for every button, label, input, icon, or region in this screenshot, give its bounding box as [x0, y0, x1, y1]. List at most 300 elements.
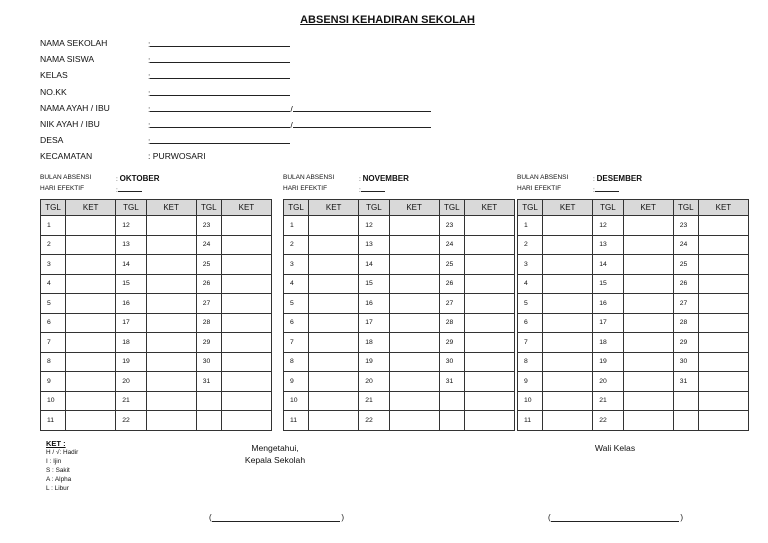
legend-item-libur: L : Libur: [46, 485, 69, 492]
attendance-cell[interactable]: [146, 294, 196, 314]
attendance-cell[interactable]: [623, 391, 673, 411]
field-value[interactable]: [148, 54, 290, 65]
legend-item-ijin: I : Ijin: [46, 458, 62, 465]
field-label: NIK AYAH / IBU: [40, 118, 100, 129]
effective-days-line[interactable]: [595, 185, 619, 192]
month-name: DESEMBER: [596, 174, 642, 183]
day-number: 18: [116, 333, 146, 353]
legend-title: KET :: [46, 439, 66, 448]
month-value: : OKTOBER: [116, 174, 160, 183]
legend-item-hadir: H / √: Hadir: [46, 449, 79, 456]
table-row: [518, 333, 749, 353]
day-number: 23: [439, 216, 464, 236]
attendance-cell[interactable]: [464, 352, 514, 372]
field-value[interactable]: [148, 87, 290, 98]
attendance-cell[interactable]: [66, 313, 116, 333]
attendance-cell[interactable]: [146, 391, 196, 411]
day-number: 14: [593, 255, 623, 275]
attendance-table: [517, 199, 749, 431]
effective-days-label: HARI EFEKTIF: [517, 185, 562, 192]
table-row: [284, 255, 515, 275]
attendance-cell[interactable]: [464, 235, 514, 255]
attendance-cell[interactable]: [146, 235, 196, 255]
day-number: 19: [116, 352, 146, 372]
legend: [46, 439, 78, 493]
day-number: 10: [284, 391, 309, 411]
attendance-cell[interactable]: [221, 411, 271, 431]
attendance-cell[interactable]: [309, 313, 359, 333]
homeroom-paren-open: (: [548, 513, 551, 522]
attendance-cell[interactable]: [146, 352, 196, 372]
day-number: 23: [196, 216, 221, 236]
table-row: [41, 274, 272, 294]
table-row: [41, 333, 272, 353]
day-number: 2: [41, 235, 66, 255]
header-ket: KET: [389, 200, 439, 216]
table-row: [41, 411, 272, 431]
day-number: 14: [116, 255, 146, 275]
day-number: 10: [41, 391, 66, 411]
attendance-cell[interactable]: [221, 313, 271, 333]
day-number: 11: [284, 411, 309, 431]
header-ket: KET: [623, 200, 673, 216]
field-label: NAMA SEKOLAH: [40, 38, 108, 48]
day-number: 4: [518, 274, 543, 294]
principal-signature-caption: [228, 442, 322, 466]
attendance-cell[interactable]: [698, 294, 748, 314]
day-number: 26: [673, 274, 698, 294]
attendance-cell[interactable]: [309, 352, 359, 372]
field-label: KELAS: [40, 70, 68, 81]
day-number: 24: [196, 235, 221, 255]
day-number: 27: [196, 294, 221, 314]
month-meta: [283, 174, 515, 199]
table-header-row: [518, 200, 749, 216]
attendance-cell[interactable]: [389, 391, 439, 411]
month-meta: [517, 174, 749, 199]
day-number: 15: [116, 274, 146, 294]
day-number: 7: [284, 333, 309, 353]
day-number: [196, 391, 221, 411]
day-number: 6: [518, 313, 543, 333]
field-colon: :: [148, 103, 151, 114]
attendance-cell[interactable]: [623, 274, 673, 294]
principal-paren-close: ): [341, 513, 344, 522]
attendance-cell[interactable]: [464, 255, 514, 275]
attendance-cell[interactable]: [389, 235, 439, 255]
table-row: [284, 294, 515, 314]
day-number: 12: [593, 216, 623, 236]
day-number: 30: [439, 352, 464, 372]
attendance-cell[interactable]: [221, 372, 271, 392]
day-number: 8: [518, 352, 543, 372]
attendance-cell[interactable]: [66, 391, 116, 411]
attendance-cell[interactable]: [698, 216, 748, 236]
homeroom-signature-line: [548, 513, 683, 522]
attendance-cell[interactable]: [464, 411, 514, 431]
attendance-table: [283, 199, 515, 431]
attendance-cell[interactable]: [464, 313, 514, 333]
principal-signature-line: [209, 513, 344, 522]
attendance-cell[interactable]: [389, 352, 439, 372]
attendance-cell[interactable]: [698, 235, 748, 255]
attendance-cell[interactable]: [623, 372, 673, 392]
attendance-cell[interactable]: [543, 313, 593, 333]
attendance-cell[interactable]: [698, 274, 748, 294]
attendance-cell[interactable]: [389, 294, 439, 314]
day-number: 17: [359, 313, 389, 333]
day-number: 16: [359, 294, 389, 314]
day-number: 31: [673, 372, 698, 392]
legend-item-alpha: A : Alpha: [46, 476, 72, 483]
header-tgl: TGL: [41, 200, 66, 216]
field-colon: :: [148, 119, 151, 130]
day-number: 5: [41, 294, 66, 314]
legend-item-sakit: S : Sakit: [46, 467, 70, 474]
table-row: [284, 411, 515, 431]
header-tgl: TGL: [518, 200, 543, 216]
attendance-cell[interactable]: [389, 313, 439, 333]
attendance-cell[interactable]: [698, 352, 748, 372]
field-value[interactable]: [148, 103, 431, 114]
attendance-cell[interactable]: [543, 333, 593, 353]
day-number: 12: [116, 216, 146, 236]
effective-days-line[interactable]: [118, 185, 142, 192]
day-number: 22: [116, 411, 146, 431]
day-number: 29: [673, 333, 698, 353]
month-block-november: [283, 174, 515, 431]
attendance-cell[interactable]: [389, 411, 439, 431]
attendance-cell[interactable]: [623, 216, 673, 236]
day-number: 8: [41, 352, 66, 372]
day-number: [196, 411, 221, 431]
day-number: 1: [518, 216, 543, 236]
day-number: 30: [196, 352, 221, 372]
day-number: 5: [518, 294, 543, 314]
attendance-cell[interactable]: [146, 333, 196, 353]
table-row: [284, 372, 515, 392]
day-number: 27: [439, 294, 464, 314]
header-tgl: TGL: [439, 200, 464, 216]
header-ket: KET: [543, 200, 593, 216]
month-value: : DESEMBER: [593, 174, 642, 183]
header-tgl: TGL: [673, 200, 698, 216]
attendance-cell[interactable]: [221, 333, 271, 353]
attendance-cell[interactable]: [543, 294, 593, 314]
field-input-line[interactable]: [150, 87, 290, 96]
attendance-cell[interactable]: [464, 216, 514, 236]
attendance-cell[interactable]: [698, 411, 748, 431]
attendance-cell[interactable]: [309, 333, 359, 353]
attendance-cell[interactable]: [389, 216, 439, 236]
effective-days-value[interactable]: [593, 185, 619, 194]
table-row: [518, 294, 749, 314]
field-value[interactable]: [148, 135, 290, 146]
day-number: 9: [518, 372, 543, 392]
attendance-cell[interactable]: [698, 372, 748, 392]
attendance-table: [40, 199, 272, 431]
field-value[interactable]: [148, 151, 206, 161]
header-tgl: TGL: [359, 200, 389, 216]
table-row: [41, 372, 272, 392]
attendance-cell[interactable]: [698, 255, 748, 275]
attendance-cell[interactable]: [543, 411, 593, 431]
day-number: [439, 411, 464, 431]
day-number: 29: [439, 333, 464, 353]
table-row: [518, 372, 749, 392]
attendance-cell[interactable]: [543, 372, 593, 392]
attendance-cell[interactable]: [698, 391, 748, 411]
day-number: 1: [41, 216, 66, 236]
field-label: DESA: [40, 135, 64, 146]
attendance-cell[interactable]: [146, 255, 196, 275]
day-number: 27: [673, 294, 698, 314]
day-number: 17: [593, 313, 623, 333]
colon: :: [593, 187, 595, 194]
day-number: 6: [41, 313, 66, 333]
attendance-cell[interactable]: [309, 216, 359, 236]
attendance-cell[interactable]: [309, 274, 359, 294]
attendance-cell[interactable]: [221, 294, 271, 314]
day-number: 19: [359, 352, 389, 372]
attendance-cell[interactable]: [543, 255, 593, 275]
attendance-cell[interactable]: [543, 235, 593, 255]
table-row: [284, 216, 515, 236]
day-number: 19: [593, 352, 623, 372]
field-input-line[interactable]: [148, 54, 290, 66]
attendance-cell[interactable]: [464, 274, 514, 294]
field-colon: :: [148, 39, 151, 49]
principal-acknowledge-text: Mengetahui,: [251, 443, 299, 453]
attendance-cell[interactable]: [309, 372, 359, 392]
attendance-cell[interactable]: [309, 294, 359, 314]
day-number: 3: [284, 255, 309, 275]
table-row: [518, 313, 749, 333]
attendance-cell[interactable]: [146, 372, 196, 392]
field-colon: :: [148, 87, 151, 98]
day-number: 21: [593, 391, 623, 411]
effective-days-value[interactable]: [359, 185, 385, 194]
table-row: [518, 391, 749, 411]
attendance-cell[interactable]: [623, 235, 673, 255]
field-input-line[interactable]: [150, 119, 293, 130]
day-number: 11: [518, 411, 543, 431]
day-number: 17: [116, 313, 146, 333]
attendance-cell[interactable]: [543, 216, 593, 236]
header-ket: KET: [66, 200, 116, 216]
day-number: 3: [518, 255, 543, 275]
attendance-cell[interactable]: [146, 411, 196, 431]
attendance-cell[interactable]: [698, 313, 748, 333]
day-number: 13: [593, 235, 623, 255]
day-number: 13: [359, 235, 389, 255]
day-number: 25: [196, 255, 221, 275]
day-number: 7: [518, 333, 543, 353]
field-colon: :: [148, 136, 151, 147]
day-number: 29: [196, 333, 221, 353]
day-number: 22: [359, 411, 389, 431]
attendance-cell[interactable]: [543, 274, 593, 294]
day-number: 21: [359, 391, 389, 411]
table-row: [284, 235, 515, 255]
attendance-cell[interactable]: [221, 216, 271, 236]
day-number: 8: [284, 352, 309, 372]
day-number: 28: [439, 313, 464, 333]
attendance-cell[interactable]: [66, 294, 116, 314]
effective-days-value[interactable]: [116, 185, 142, 194]
header-ket: KET: [221, 200, 271, 216]
attendance-cell[interactable]: [389, 333, 439, 353]
table-row: [518, 255, 749, 275]
month-meta: [40, 174, 272, 199]
day-number: 2: [518, 235, 543, 255]
day-number: 28: [673, 313, 698, 333]
attendance-cell[interactable]: [146, 216, 196, 236]
field-input-line[interactable]: [150, 38, 290, 47]
month-name: OKTOBER: [119, 174, 160, 183]
attendance-cell[interactable]: [66, 235, 116, 255]
field-input-line[interactable]: [148, 135, 290, 147]
header-tgl: TGL: [593, 200, 623, 216]
attendance-cell[interactable]: [309, 411, 359, 431]
colon: :: [116, 187, 118, 194]
attendance-cell[interactable]: [623, 255, 673, 275]
principal-paren-open: (: [209, 513, 212, 522]
table-row: [41, 255, 272, 275]
attendance-cell[interactable]: [66, 352, 116, 372]
table-row: [284, 352, 515, 372]
day-number: 9: [284, 372, 309, 392]
field-label: NAMA AYAH / IBU: [40, 102, 110, 113]
day-number: 23: [673, 216, 698, 236]
attendance-cell[interactable]: [221, 352, 271, 372]
attendance-cell[interactable]: [389, 274, 439, 294]
attendance-cell[interactable]: [66, 216, 116, 236]
header-ket: KET: [698, 200, 748, 216]
field-separator: /: [290, 119, 293, 130]
day-number: 31: [196, 372, 221, 392]
field-separator: /: [290, 103, 293, 114]
attendance-cell[interactable]: [221, 274, 271, 294]
effective-days-label: HARI EFEKTIF: [40, 185, 85, 192]
field-colon: :: [148, 55, 151, 66]
table-row: [518, 216, 749, 236]
attendance-cell[interactable]: [221, 255, 271, 275]
effective-days-label: HARI EFEKTIF: [283, 185, 328, 192]
attendance-cell[interactable]: [221, 391, 271, 411]
month-value: : NOVEMBER: [359, 174, 409, 183]
table-header-row: [41, 200, 272, 216]
field-input-line[interactable]: [150, 103, 293, 114]
field-input-line-second[interactable]: [293, 119, 431, 128]
month-block-desember: [517, 174, 749, 431]
attendance-cell[interactable]: [309, 255, 359, 275]
attendance-cell[interactable]: [464, 391, 514, 411]
attendance-cell[interactable]: [221, 235, 271, 255]
day-number: 9: [41, 372, 66, 392]
table-row: [518, 411, 749, 431]
day-number: 25: [673, 255, 698, 275]
day-number: 16: [593, 294, 623, 314]
field-label: NO.KK: [40, 86, 67, 97]
day-number: 13: [116, 235, 146, 255]
day-number: 20: [593, 372, 623, 392]
table-row: [41, 216, 272, 236]
attendance-cell[interactable]: [389, 372, 439, 392]
attendance-cell[interactable]: [623, 411, 673, 431]
table-row: [284, 274, 515, 294]
day-number: 3: [41, 255, 66, 275]
attendance-cell[interactable]: [623, 313, 673, 333]
attendance-cell[interactable]: [389, 255, 439, 275]
day-number: 18: [593, 333, 623, 353]
attendance-cell[interactable]: [66, 274, 116, 294]
table-row: [518, 274, 749, 294]
header-ket: KET: [464, 200, 514, 216]
attendance-cell[interactable]: [464, 294, 514, 314]
day-number: 10: [518, 391, 543, 411]
field-input-line[interactable]: [148, 70, 290, 82]
attendance-cell[interactable]: [623, 294, 673, 314]
attendance-cell[interactable]: [309, 391, 359, 411]
day-number: 4: [284, 274, 309, 294]
day-number: 14: [359, 255, 389, 275]
field-colon: :: [148, 71, 151, 82]
header-tgl: TGL: [116, 200, 146, 216]
day-number: 26: [439, 274, 464, 294]
field-value[interactable]: [148, 119, 431, 130]
day-number: 31: [439, 372, 464, 392]
attendance-cell[interactable]: [66, 333, 116, 353]
attendance-cell[interactable]: [309, 235, 359, 255]
attendance-cell[interactable]: [464, 333, 514, 353]
day-number: 22: [593, 411, 623, 431]
day-number: 25: [439, 255, 464, 275]
field-input-line-second[interactable]: [293, 103, 431, 112]
attendance-cell[interactable]: [66, 255, 116, 275]
day-number: 28: [196, 313, 221, 333]
day-number: 30: [673, 352, 698, 372]
attendance-cell[interactable]: [698, 333, 748, 353]
day-number: 24: [439, 235, 464, 255]
month-label: BULAN ABSENSI: [283, 174, 335, 181]
field-colon: : PURWOSARI: [148, 151, 206, 162]
attendance-cell[interactable]: [543, 391, 593, 411]
attendance-cell[interactable]: [146, 313, 196, 333]
day-number: [439, 391, 464, 411]
attendance-cell[interactable]: [543, 352, 593, 372]
attendance-cell[interactable]: [464, 372, 514, 392]
attendance-cell[interactable]: [66, 372, 116, 392]
homeroom-signature-caption: [575, 442, 655, 454]
effective-days-line[interactable]: [361, 185, 385, 192]
day-number: 18: [359, 333, 389, 353]
attendance-cell[interactable]: [623, 333, 673, 353]
table-header-row: [284, 200, 515, 216]
attendance-cell[interactable]: [66, 411, 116, 431]
homeroom-paren-close: ): [680, 513, 683, 522]
page-title: ABSENSI KEHADIRAN SEKOLAH: [300, 14, 475, 26]
attendance-cell[interactable]: [623, 352, 673, 372]
field-value[interactable]: [148, 70, 290, 81]
table-row: [284, 391, 515, 411]
attendance-cell[interactable]: [146, 274, 196, 294]
table-row: [518, 352, 749, 372]
month-name: NOVEMBER: [362, 174, 409, 183]
table-row: [41, 235, 272, 255]
day-number: [673, 391, 698, 411]
field-value[interactable]: [148, 38, 290, 49]
